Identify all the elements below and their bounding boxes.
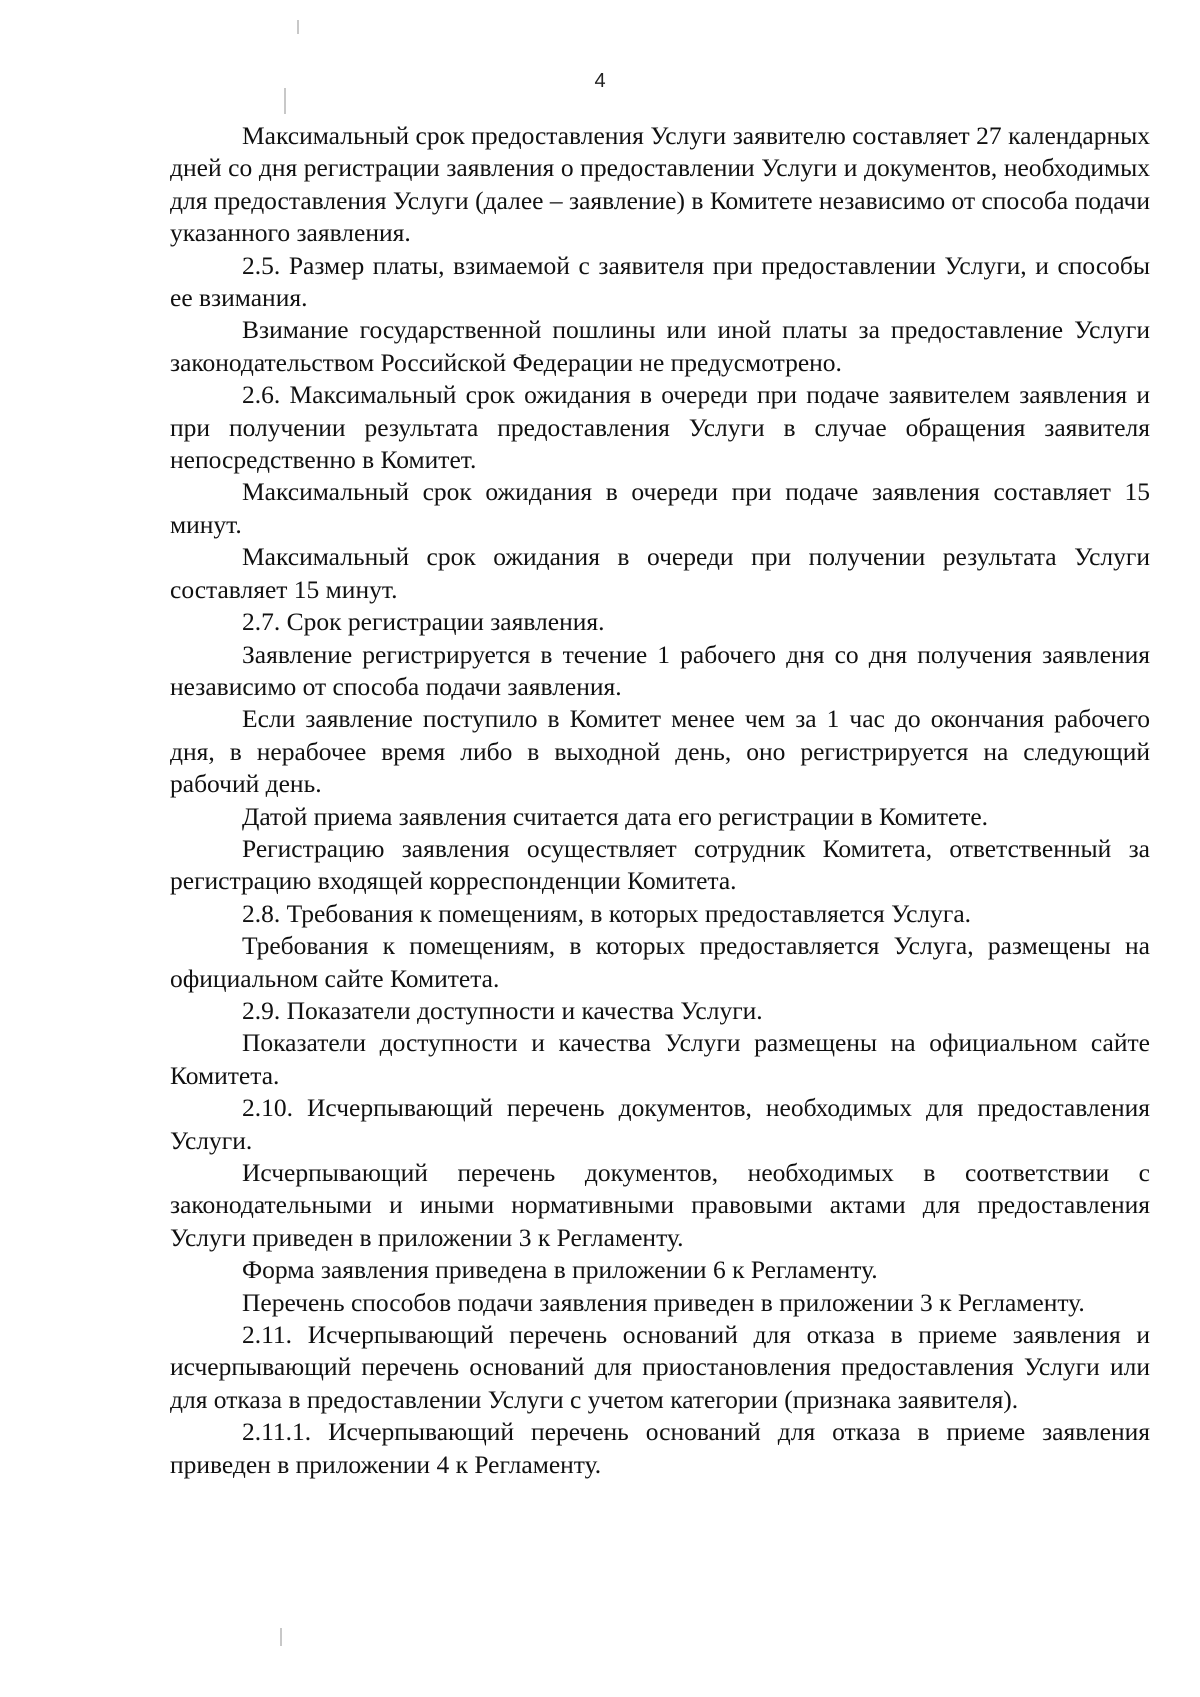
- paragraph: Показатели доступности и качества Услуги размещены на официальном сайте Комитета.: [170, 1028, 1150, 1090]
- page-number: 4: [594, 70, 606, 92]
- scan-artifact: [280, 1628, 282, 1646]
- paragraph: Максимальный срок ожидания в очереди при получении результата Услуги составляет 15 минут.: [170, 542, 1150, 604]
- paragraph: Требования к помещениям, в которых предоставляется Услуга, размещены на официальном сайте Комитета.: [170, 931, 1150, 993]
- section-heading: 2.11.1. Исчерпывающий перечень оснований для отказа в приеме заявления приведен в приложении 4 к Регламенту.: [170, 1417, 1150, 1479]
- document-body: [170, 120, 1150, 1481]
- section-heading: 2.5. Размер платы, взимаемой с заявителя при предоставлении Услуги, и способы ее взимания.: [170, 250, 1150, 313]
- paragraph: Если заявление поступило в Комитет менее чем за 1 час до окончания рабочего дня, в нерабочее время либо в выходной день, оно регистрируется на следующий рабочий день.: [170, 704, 1150, 799]
- section-heading: 2.7. Срок регистрации заявления.: [242, 607, 605, 637]
- paragraph: Исчерпывающий перечень документов, необходимых в соответствии с законодательными и иными нормативными правовыми актами для предоставления Услуги приведен в приложении 3 к Регламенту.: [170, 1158, 1150, 1252]
- section-heading: 2.11. Исчерпывающий перечень оснований для отказа в приеме заявления и исчерпывающий перечень оснований для приостановления предоставления Услуги или для отказа в предоставлении Услуги с учетом категории (признака заявителя).: [170, 1320, 1150, 1414]
- section-heading: 2.9. Показатели доступности и качества Услуги.: [242, 995, 763, 1025]
- scan-artifact: [297, 20, 299, 34]
- paragraph: Заявление регистрируется в течение 1 рабочего дня со дня получения заявления независимо от способа подачи заявления.: [170, 639, 1150, 701]
- section-heading: 2.10. Исчерпывающий перечень документов, необходимых для предоставления Услуги.: [170, 1093, 1150, 1155]
- paragraph: Датой приема заявления считается дата его регистрации в Комитете.: [242, 801, 989, 831]
- section-heading: 2.6. Максимальный срок ожидания в очереди при подаче заявителем заявления и при получении результата предоставления Услуги в случае обращения заявителя непосредственно в Комитет.: [170, 380, 1150, 475]
- paragraph: Форма заявления приведена в приложении 6 к Регламенту.: [242, 1255, 878, 1285]
- paragraph: Взимание государственной пошлины или иной платы за предоставление Услуги законодательством Российской Федерации не предусмотрено.: [170, 315, 1150, 377]
- section-heading: 2.8. Требования к помещениям, в которых предоставляется Услуга.: [242, 898, 972, 928]
- paragraph: Регистрацию заявления осуществляет сотрудник Комитета, ответственный за регистрацию входящей корреспонденции Комитета.: [170, 833, 1150, 896]
- paragraph: Перечень способов подачи заявления приведен в приложении 3 к Регламенту.: [242, 1287, 1085, 1317]
- paragraph: Максимальный срок ожидания в очереди при подаче заявления составляет 15 минут.: [170, 477, 1150, 539]
- paragraph: Максимальный срок предоставления Услуги заявителю составляет 27 календарных дней со дня регистрации заявления о предоставлении Услуги и документов, необходимых для предоставления Услуги (далее – заявление) в Комитете независимо от способа подачи указанного заявления.: [170, 121, 1150, 248]
